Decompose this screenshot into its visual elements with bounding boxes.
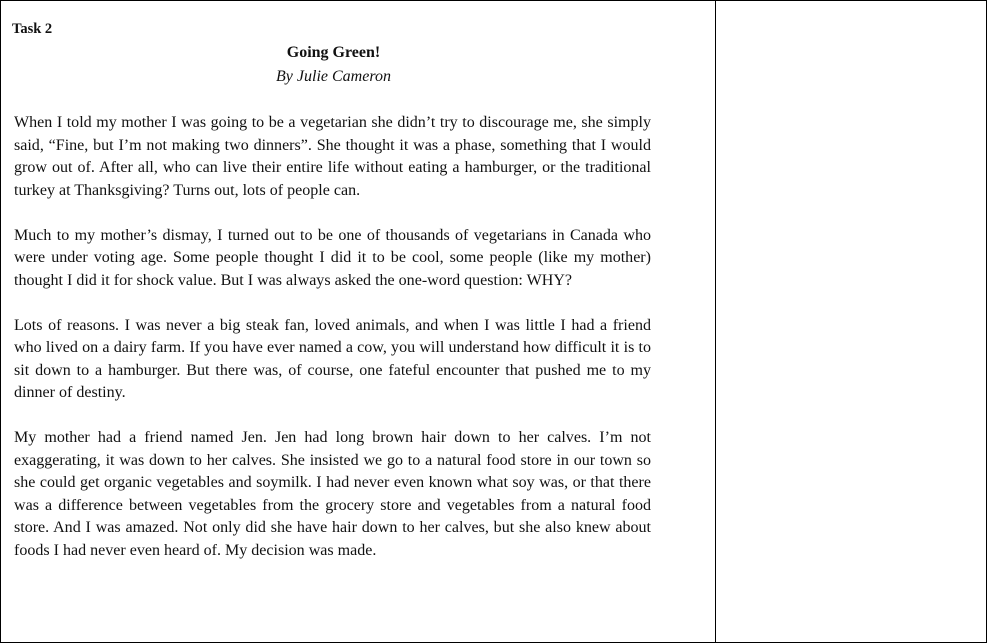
- passage-cell: [1, 1, 716, 642]
- story-body: [14, 112, 651, 585]
- paragraph-3: Lots of reasons. I was never a big steak fan, loved animals, and when I was little I had a friend who lived on a dairy farm. If you have ever named a cow, you will understand how difficult it is to sit down to a hamburger. But there was, of course, one fateful encounter that pushed me to my dinner of destiny.: [14, 316, 651, 401]
- task-label: Task 2: [12, 21, 53, 37]
- paragraph-4: My mother had a friend named Jen. Jen had long brown hair down to her calves. I’m not exaggerating, it was down to her calves. She insisted we go to a natural food store in our town so she could get organic vegetables and soymilk. I had never even known what soy was, or that there was a difference between vegetables from the grocery store and vegetables from a natural food store. And I was amazed. Not only did she have hair down to her calves, but she also knew about foods I had never even heard of. My decision was made.: [14, 429, 651, 559]
- story-title: Going Green!: [286, 44, 381, 61]
- paragraph-1: When I told my mother I was going to be a vegetarian she didn’t try to discourage me, she simply said, “Fine, but I’m not making two dinners”. She thought it was a phase, something that I would grow out of. After all, who can live their entire life without eating a hamburger, or the traditional turkey at Thanksgiving? Turns out, lots of people can.: [14, 114, 651, 199]
- story-author: By Julie Cameron: [276, 68, 391, 85]
- paragraph-2: Much to my mother’s dismay, I turned out to be one of thousands of vegetarians in Canada who were under voting age. Some people thought I did it to be cool, some people (like my mother) thought I did it for shock value. But I was always asked the one-word question: WHY?: [14, 226, 651, 289]
- empty-answer-cell: [716, 1, 986, 642]
